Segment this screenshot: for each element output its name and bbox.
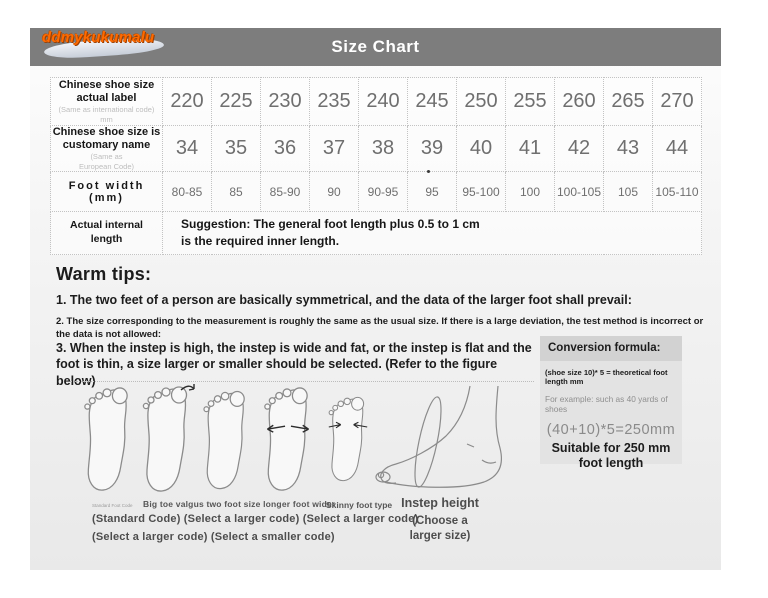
size-cell: 240: [359, 78, 408, 126]
suggestion-text: Suggestion: The general foot length plus 0.5 to 1 cm is the required inner length.: [181, 216, 480, 248]
size-cell: 90: [310, 172, 359, 212]
warm-tip-3: 3. When the instep is high, the instep is wide and fat, or the instep is flat and the foot is thin, a size larger or smaller should be selected. (Refer to the figure below): [56, 341, 532, 388]
logo-text: ddmykukumalu: [42, 29, 155, 46]
caption-big-toe-valgus: Big toe valgus two foot size longer foot wider: [143, 499, 336, 509]
size-cell: 39: [408, 126, 457, 172]
conversion-heading: Conversion formula:: [540, 336, 682, 361]
size-cell: 40: [457, 126, 506, 172]
page-title: Size Chart: [331, 37, 420, 56]
size-cell: 230: [261, 78, 310, 126]
instep-note: (Choose a larger size): [409, 515, 471, 542]
row-header-foot-width: [51, 172, 163, 212]
row-header-internal-length: [51, 212, 163, 255]
row-label: customary name: [62, 139, 151, 152]
size-cell: 255: [506, 78, 555, 126]
size-cell: 85: [212, 172, 261, 212]
header-bar: [30, 28, 721, 66]
size-table: [50, 77, 702, 255]
brand-logo: [36, 27, 186, 61]
size-cell: 260: [555, 78, 604, 126]
row-unit: mm: [100, 114, 113, 124]
caption-standard-foot-code: Standard Foot Code: [92, 503, 133, 508]
warm-tip-1: 1. The two feet of a person are basically symmetrical, and the data of the larger foot shall prevail:: [56, 293, 632, 307]
row-sublabel: (Same as international code): [58, 105, 155, 115]
foot-wider-illustration: [258, 385, 318, 493]
size-cell: 44: [653, 126, 702, 172]
row-label: Chinese shoe size: [58, 79, 155, 92]
size-cell: 95: [408, 172, 457, 212]
table-row-foot-width: [51, 172, 702, 212]
size-cell: 265: [604, 78, 653, 126]
row-sublabel: (Same as: [90, 152, 123, 162]
size-cell: 100: [506, 172, 555, 212]
size-cell: 37: [310, 126, 359, 172]
foot-skinny-illustration: [324, 387, 372, 491]
size-cell: 85-90: [261, 172, 310, 212]
size-cell: 41: [506, 126, 555, 172]
stray-dot: [427, 170, 430, 173]
row-label: Chinese shoe size is: [52, 126, 161, 139]
suggestion-cell: [163, 212, 702, 255]
foot-instep-height-illustration: [370, 382, 518, 496]
warm-tip-2: 2. The size corresponding to the measurement is roughly the same as the usual size. If there is a large deviation, the test method is incorrect or the data is not allowed:: [56, 316, 704, 340]
size-cell: 105-110: [653, 172, 702, 212]
size-codes-line-2: (Select a larger code) (Select a smaller code): [92, 531, 335, 543]
row-label: Actual internal: [70, 219, 143, 232]
size-cell: 100-105: [555, 172, 604, 212]
conversion-formula-box: [540, 336, 682, 471]
size-cell: 43: [604, 126, 653, 172]
size-cell: 80-85: [163, 172, 212, 212]
caption-skinny-foot: Skinny foot type: [326, 500, 393, 510]
size-cell: 225: [212, 78, 261, 126]
size-cell: 42: [555, 126, 604, 172]
size-cell: 38: [359, 126, 408, 172]
foot-big-toe-valgus-illustration: [137, 384, 197, 494]
foot-longer-illustration: [198, 385, 254, 495]
table-row-customary-name: [51, 126, 702, 172]
size-cell: 95-100: [457, 172, 506, 212]
conversion-formula: (shoe size 10)* 5 = theoretical foot length mm: [545, 368, 668, 387]
size-cell: 270: [653, 78, 702, 126]
row-label: length: [90, 233, 123, 245]
row-label: actual label: [76, 92, 137, 105]
size-cell: 245: [408, 78, 457, 126]
size-codes-line-1: (Standard Code) (Select a larger code) (Select a larger code): [92, 513, 419, 525]
size-cell: 250: [457, 78, 506, 126]
size-cell: 35: [212, 126, 261, 172]
caption-instep-height: Instep height: [401, 496, 479, 510]
row-label: Foot width (mm): [68, 179, 145, 204]
size-cell: 105: [604, 172, 653, 212]
conversion-example-calc: (40+10)*5=250mm: [546, 422, 676, 439]
table-row-internal-length: [51, 212, 702, 255]
conversion-example-intro: For example: such as 40 yards of shoes: [545, 394, 668, 415]
foot-standard-illustration: [78, 385, 138, 493]
size-cell: 36: [261, 126, 310, 172]
size-cell: 34: [163, 126, 212, 172]
size-cell: 220: [163, 78, 212, 126]
row-sublabel: European Code): [78, 161, 135, 171]
conversion-result: Suitable for 250 mm foot length: [551, 441, 671, 471]
warm-tips-heading: Warm tips:: [56, 264, 152, 284]
size-cell: 235: [310, 78, 359, 126]
size-cell: 90-95: [359, 172, 408, 212]
size-chart-card: [30, 28, 721, 570]
table-row-actual-label: [51, 78, 702, 126]
row-header-customary-name: [51, 126, 163, 172]
row-header-actual-label: [51, 78, 163, 126]
